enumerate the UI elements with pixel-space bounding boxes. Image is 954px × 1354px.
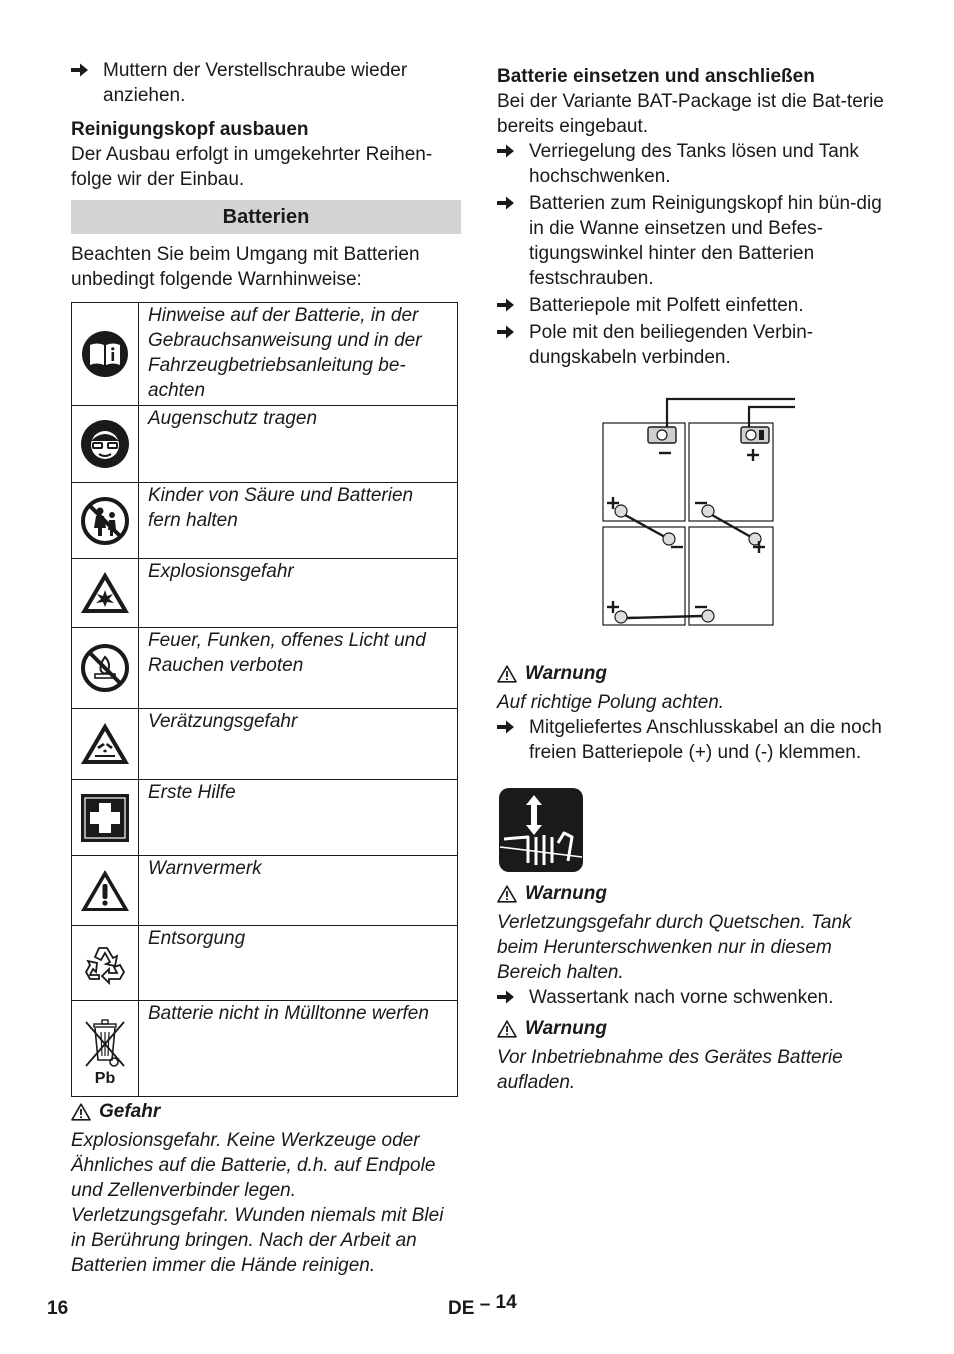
arrow-bullet-icon <box>71 58 97 83</box>
section-title-batterien: Batterien <box>71 200 461 234</box>
arrow-bullet-icon <box>497 715 523 740</box>
step-text: Wassertank nach vorne schwenken. <box>529 987 834 1008</box>
danger-text-2: Verletzungsgefahr. Wunden niemals mit Blei in Berührung bringen. Nach der Arbeit an Batterien immer die Hände reinigen. <box>71 1205 444 1276</box>
warning-row <box>72 303 458 406</box>
warning-text: Vor Inbetriebnahme des Gerätes Batterie aufladen. <box>497 1047 843 1093</box>
intro-bat-package: Bei der Variante BAT-Package ist die Bat-terie bereits eingebaut. <box>497 91 884 137</box>
step-text: Pole mit den beiliegenden Verbin-dungskabeln verbinden. <box>529 322 814 368</box>
step-batterien-einsetzen <box>497 191 887 291</box>
warning-text: Kinder von Säure und Batterien fern halten <box>139 483 458 559</box>
warning-heading <box>497 881 887 906</box>
warning-triangle-icon <box>497 1020 517 1038</box>
footer-lang: DE <box>448 1298 475 1319</box>
no-fire-smoking-icon <box>80 643 130 693</box>
step-text: Batterien zum Reinigungskopf hin bün-dig in die Wanne einsetzen und Befes-tigungswinkel hinter den Batterien festschrauben. <box>529 193 882 289</box>
step-anschlusskabel <box>497 715 887 765</box>
explosion-hazard-icon <box>79 570 131 616</box>
warning-text: Hinweise auf der Batterie, in der Gebrauchsanweisung und in der Fahrzeugbetriebsanleitung be-achten <box>139 303 458 406</box>
hand-pinch-hazard-icon <box>498 787 584 873</box>
warning-triangle-icon <box>497 885 517 903</box>
warning-row <box>72 709 458 780</box>
warning-text: Augenschutz tragen <box>139 406 458 483</box>
step-text: Batteriepole mit Polfett einfetten. <box>529 295 804 316</box>
heading-reinigungskopf: Reinigungskopf ausbauen <box>71 119 309 140</box>
intro-batterien: Beachten Sie beim Umgang mit Batterien unbedingt folgende Warnhinweise: <box>71 244 420 290</box>
no-trash-bin-icon <box>78 1018 132 1070</box>
warning-row <box>72 926 458 1001</box>
danger-title: Gefahr <box>99 1101 161 1122</box>
footer-dash: – <box>479 1294 491 1315</box>
warning-row <box>72 406 458 483</box>
keep-children-away-icon <box>80 496 130 546</box>
warning-row <box>72 780 458 856</box>
arrow-bullet-icon <box>497 320 523 345</box>
page-number: 16 <box>47 1298 69 1319</box>
warning-text: Feuer, Funken, offenes Licht und Rauchen verboten <box>139 628 458 709</box>
arrow-bullet-icon <box>497 293 523 318</box>
warning-text: Verätzungsgefahr <box>139 709 458 780</box>
danger-text: Explosionsgefahr. Keine Werkzeuge oder Ähnliches auf die Batterie, d.h. auf Endpole und Zellenverbinder legen. <box>71 1130 436 1201</box>
warning-title: Warnung <box>525 663 607 684</box>
battery-wiring-diagram <box>601 397 901 637</box>
left-column <box>71 58 461 1278</box>
warning-title: Warnung <box>525 883 607 904</box>
warning-text: Explosionsgefahr <box>139 559 458 628</box>
warning-heading <box>497 1016 887 1041</box>
step-text: Mitgeliefertes Anschlusskabel an die noch freien Batteriepole (+) und (-) klemmen. <box>529 717 882 763</box>
terminal-plus-top-right <box>741 427 769 461</box>
warning-row <box>72 1001 458 1097</box>
step-text: Muttern der Verstellschraube wieder anziehen. <box>103 60 408 106</box>
recycling-icon <box>80 938 130 988</box>
warning-row <box>72 628 458 709</box>
arrow-bullet-icon <box>497 985 523 1010</box>
warning-text: Warnvermerk <box>139 856 458 926</box>
warning-text: Batterie nicht in Mülltonne werfen <box>139 1001 458 1097</box>
warning-heading <box>497 661 887 686</box>
eye-protection-icon <box>80 419 130 469</box>
footer-section-page: 14 <box>495 1292 517 1313</box>
warning-table <box>71 302 458 1097</box>
right-column <box>497 64 887 1095</box>
warning-text: Verletzungsgefahr durch Quetschen. Tank beim Herunterschwenken nur in diesem Bereich halten. <box>497 912 852 983</box>
danger-heading <box>71 1099 461 1124</box>
warning-triangle-icon <box>71 1103 91 1121</box>
first-aid-icon <box>80 793 130 843</box>
pb-label: Pb <box>94 1070 116 1087</box>
warning-row <box>72 559 458 628</box>
footer-section-ref <box>448 1292 517 1321</box>
para-reinigungskopf: Der Ausbau erfolgt in umgekehrter Reihen-folge wir der Einbau. <box>71 144 433 190</box>
warning-text: Erste Hilfe <box>139 780 458 856</box>
heading-batterie-einsetzen: Batterie einsetzen und anschließen <box>497 66 815 87</box>
terminal-minus-top-left <box>648 427 676 453</box>
corrosive-hazard-icon <box>79 721 131 767</box>
step-verbindungskabel <box>497 320 887 370</box>
warning-text: Auf richtige Polung achten. <box>497 692 725 713</box>
warning-title: Warnung <box>525 1018 607 1039</box>
arrow-bullet-icon <box>497 139 523 164</box>
step-polfett <box>497 293 887 318</box>
step-verriegelung <box>497 139 887 189</box>
warning-row <box>72 483 458 559</box>
manual-info-icon <box>81 330 129 378</box>
step-wassertank <box>497 985 887 1010</box>
warning-row <box>72 856 458 926</box>
step-muttern <box>71 58 461 108</box>
step-text: Verriegelung des Tanks lösen und Tank hochschwenken. <box>529 141 859 187</box>
warning-text: Entsorgung <box>139 926 458 1001</box>
warning-triangle-icon <box>497 665 517 683</box>
warning-triangle-icon <box>79 868 131 914</box>
arrow-bullet-icon <box>497 191 523 216</box>
